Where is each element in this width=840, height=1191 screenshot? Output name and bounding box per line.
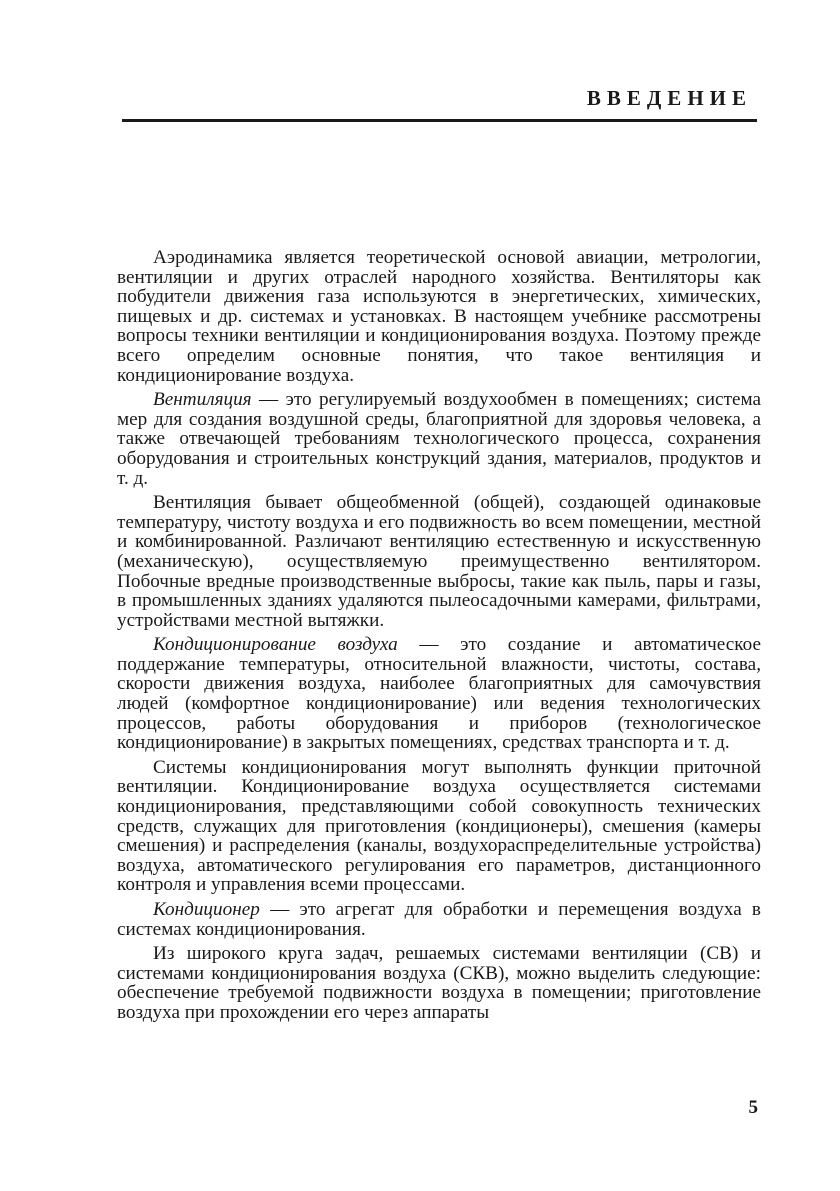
definition-ventilation: — это регулируемый воздухообмен в помещениях; система мер для создания воздушной среды, благоприятной для здоровья человека, а также отвечающей требованиям технологического процесса, сохранения оборудования и строительных конструкций здания, материалов, продуктов и т. д. <box>117 389 761 489</box>
chapter-title: ВВЕДЕНИЕ <box>586 86 752 110</box>
page-number: 5 <box>748 1097 758 1118</box>
paragraph-air-conditioning-definition <box>117 635 761 753</box>
term-air-conditioning: Кондиционирование воздуха <box>153 634 398 656</box>
definition-air-conditioning: — это создание и автоматическое поддержание температуры, относительной влажности, чистоты, состава, скорости движения воздуха, наиболее благоприятных для самочувствия людей (комфортное кондиционирование) или ведения технологических процессов, работы оборудования и приборов (технологическое кондиционирование) в закрытых помещениях, средствах транспорта и т. д. <box>117 634 761 754</box>
paragraph-intro: Аэродинамика является теоретической основой авиации, метрологии, вентиляции и других отраслей народного хозяйства. Вентиляторы как побудители движения газа используются в энергетических, химических, пищевых и др. системах и установках. В настоящем учебнике рассмотрены вопросы техники вентиляции и кондиционирования воздуха. Поэтому прежде всего определим основные понятия, что такое вентиляция и кондиционирование воздуха. <box>117 247 761 386</box>
paragraph-tasks: Из широкого круга задач, решаемых системами вентиляции (СВ) и системами кондиционирования воздуха (СКВ), можно выделить следующие: обеспечение требуемой подвижности воздуха в помещении; приготовление воздуха при прохождении его через аппараты <box>117 943 761 1023</box>
paragraph-ventilation-types: Вентиляция бывает общеобменной (общей), создающей одинаковые температуру, чистоту воздуха и его подвижность во всем помещении, местной и комбинированной. Различают вентиляцию естественную и искусственную (механическую), осуществляемую преимущественно вентилятором. Побочные вредные производственные выбросы, такие как пыль, пары и газы, в промышленных зданиях удаляются пылеосадочными камерами, фильтрами, устройствами местной вытяжки. <box>117 492 761 631</box>
paragraph-conditioner-definition <box>117 900 761 939</box>
body-text <box>117 248 761 1028</box>
term-conditioner: Кондиционер <box>153 899 260 920</box>
term-ventilation: Вентиляция <box>153 389 252 411</box>
paragraph-ventilation-definition <box>117 390 761 488</box>
paragraph-conditioning-systems: Системы кондиционирования могут выполнять функции приточной вентиляции. Кондиционирование воздуха осуществляется системами кондиционирования, представляющими собой совокупность технических средств, служащих для приготовления (кондиционеры), смешения (камеры смешения) и распределения (каналы, воздухораспределительные устройства) воздуха, автоматического регулирования его параметров, дистанционного контроля и управления всеми процессами. <box>117 756 761 896</box>
definition-conditioner: — это агрегат для обработки и перемещения воздуха в системах кондиционирования. <box>117 899 761 940</box>
header-rule <box>122 119 757 122</box>
